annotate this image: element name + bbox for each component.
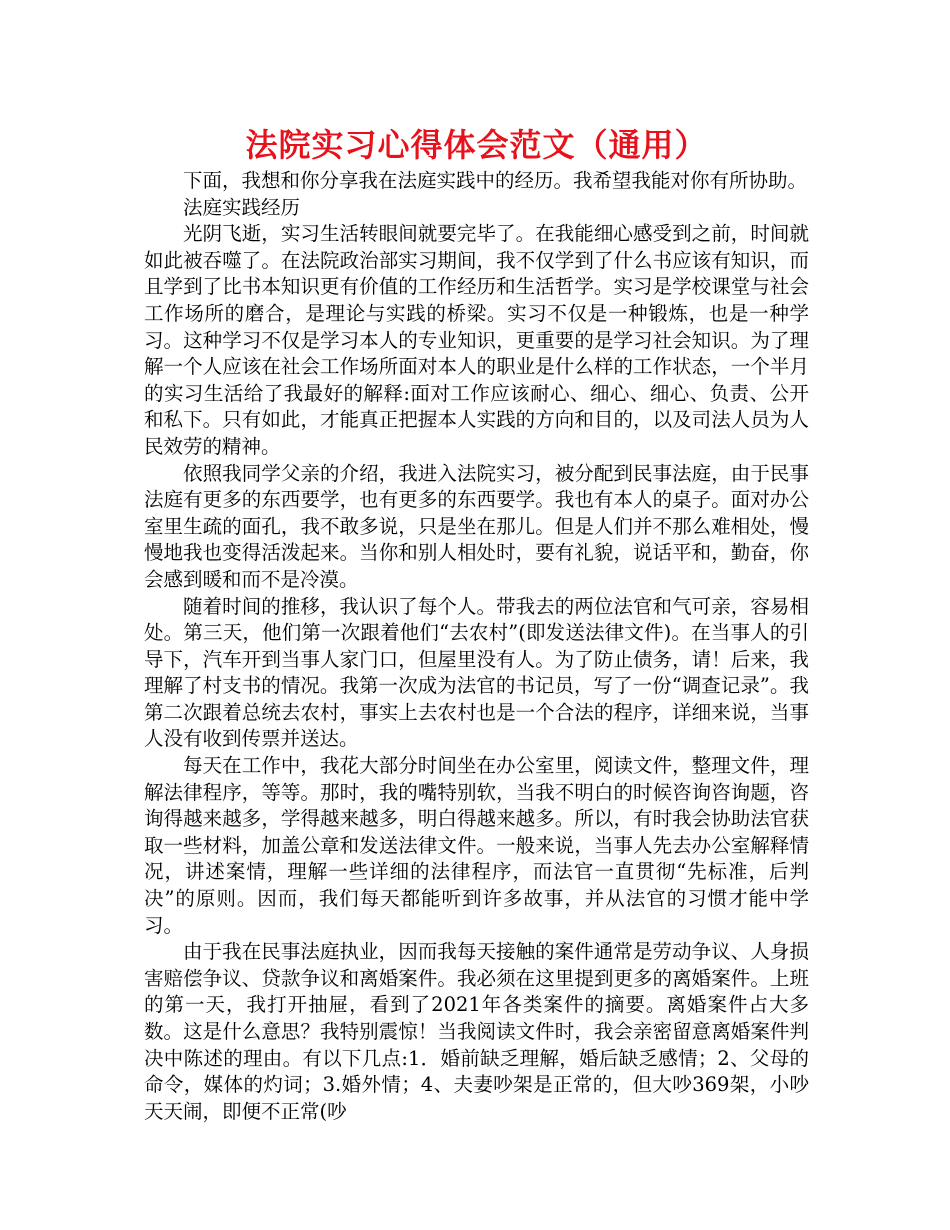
paragraph-body: 由于我在民事法庭执业，因而我每天接触的案件通常是劳动争议、人身损害赔偿争议、贷款争议和离婚案件。我必须在这里提到更多的离婚案件。上班的第一天，我打开抽屉，看到了2021年各类案件的摘要。离婚案件占大多数。这是什么意思？我特别震惊！当我阅读文件时，我会亲密留意离婚案件判决中陈述的理由。有以下几点:1．婚前缺乏理解，婚后缺乏感情；2、父母的命令，媒体的灼词；3.婚外情；4、夫妻吵架是正常的，但大吵369架，小吵天天闹，即便不正常(吵 [144, 940, 809, 1123]
document-page [144, 122, 809, 1125]
document-title: 法院实习心得体会范文（通用） [245, 126, 708, 164]
paragraph-body: 随着时间的推移，我认识了每个人。带我去的两位法官和气可亲，容易相处。第三天，他们第一次跟着他们“去农村”(即发送法律文件)。在当事人的引导下，汽车开到当事人家门口，但屋里没有人。为了防止债务，请！后来，我理解了村支书的情况。我第一次成为法官的书记员，写了一份“调查记录”。我第二次跟着总统去农村，事实上去农村也是一个合法的程序，详细来说，当事人没有收到传票并送达。 [144, 594, 809, 751]
paragraph-body: 每天在工作中，我花大部分时间坐在办公室里，阅读文件，整理文件，理解法律程序，等等。那时，我的嘴特别软，当我不明白的时候咨询咨询题，咨询得越来越多，学得越来越多，明白得越来越多。所以，有时我会协助法官获取一些材料，加盖公章和发送法律文件。一般来说，当事人先去办公室解释情况，讲述案情，理解一些详细的法律程序，而法官一直贯彻“先标准，后判决”的原则。因而，我们每天都能听到许多故事，并从法官的习惯才能中学习。 [144, 754, 809, 937]
paragraph-body: 光阴飞逝，实习生活转眼间就要完毕了。在我能细心感受到之前，时间就如此被吞噬了。在法院政治部实习期间，我不仅学到了什么书应该有知识，而且学到了比书本知识更有价值的工作经历和生活哲学。实习是学校课堂与社会工作场所的磨合，是理论与实践的桥梁。实习不仅是一种锻炼，也是一种学习。这种学习不仅是学习本人的专业知识，更重要的是学习社会知识。为了理解一个人应该在社会工作场所面对本人的职业是什么样的工作状态，一个半月的实习生活给了我最好的解释:面对工作应该耐心、细心、细心、负责、公开和私下。只有如此，才能真正把握本人实践的方向和目的，以及司法人员为人民效劳的精神。 [144, 222, 809, 458]
paragraph-intro: 下面，我想和你分享我在法庭实践中的经历。我希望我能对你有所协助。 [183, 169, 808, 192]
section-heading: 法庭实践经历 [183, 195, 301, 219]
paragraph-body: 依照我同学父亲的介绍，我进入法院实习，被分配到民事法庭，由于民事法庭有更多的东西要学，也有更多的东西要学。我也有本人的桌子。面对办公室里生疏的面孔，我不敢多说，只是坐在那儿。但是人们并不那么难相处，慢慢地我也变得活泼起来。当你和别人相处时，要有礼貌，说话平和，勤奋，你会感到暖和而不是冷漠。 [144, 461, 809, 591]
